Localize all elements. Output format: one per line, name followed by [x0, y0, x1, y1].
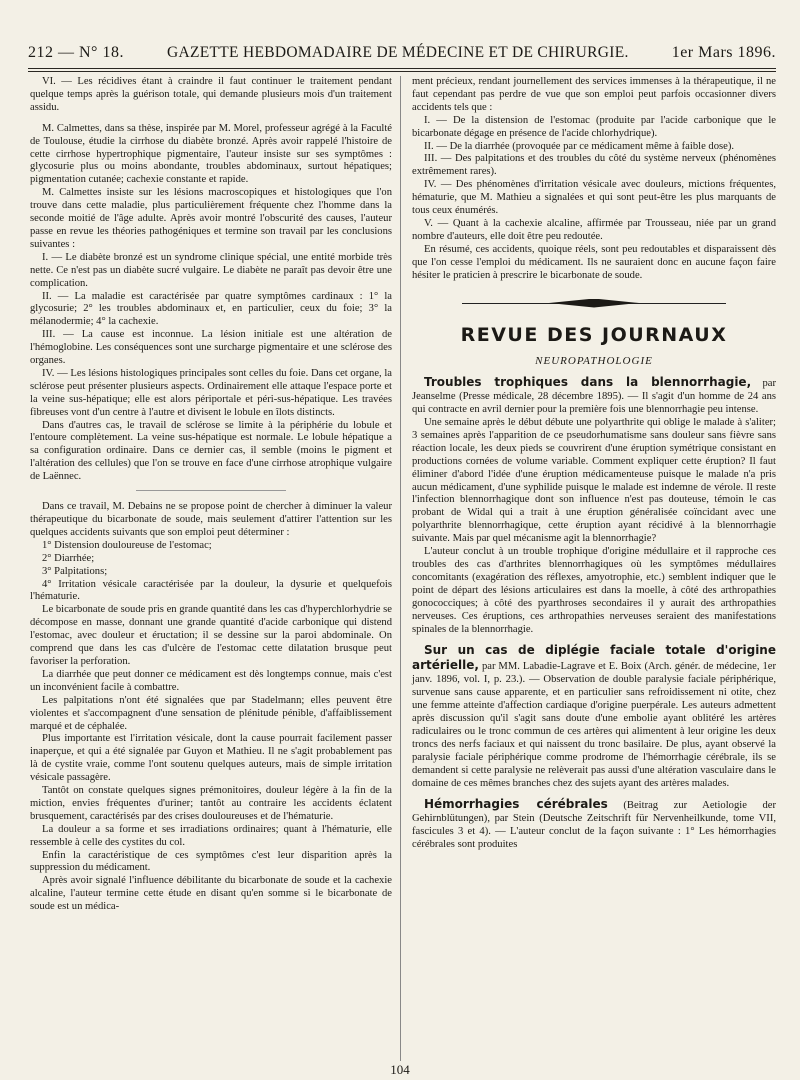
paragraph: I. — Le diabète bronzé est un syndrome clinique spécial, une entité morbide très nette. Ce n'est pas un diabète sucré vulgaire. Le diabète ne paraît pas devoir être une complication.: [30, 251, 392, 289]
section-title: REVUE DES JOURNAUX: [460, 323, 728, 346]
paragraph: La douleur a sa forme et ses irradiations ordinaires; quant à l'hématurie, elle ressemble à celle des cystites du col.: [30, 823, 392, 848]
paragraph: ment précieux, rendant journellement des services immenses à la thérapeutique, il ne faut cependant pas perdre de vue que son emploi peut parfois occasionner divers accidents tels que :: [412, 76, 776, 113]
paragraph: VI. — Les récidives étant à craindre il faut continuer le traitement pendant quelque temps après la guérison totale, qui demande plusieurs mois d'un traitement assidu.: [30, 76, 392, 113]
page-folio: 104: [390, 1062, 410, 1077]
paragraph: III. — Des palpitations et des troubles du côté du système nerveux (phénomènes extrêmement rares).: [412, 153, 776, 178]
paragraph: Dans ce travail, M. Debains ne se propose point de chercher à diminuer la valeur thérapeutique du bicarbonate de soude, mais seulement d'attirer l'attention sur les quelques accidents suivants que son emploi peut déterminer :: [30, 501, 392, 538]
left-column: [30, 76, 392, 914]
paragraph: La diarrhée que peut donner ce médicament est dès longtemps connue, mais c'est un inconvénient facile à combattre.: [30, 668, 392, 693]
article-title: Hémorrhagies cérébrales: [424, 797, 608, 812]
article-title: Troubles trophiques dans la blennorrhagie,: [424, 375, 752, 390]
list-item: 1° Distension douloureuse de l'estomac;: [42, 539, 212, 551]
article-byline: par MM. Labadie-Lagrave et E. Boix (Arch. génér. de médecine, 1er janv. 1896, vol. I, p. 23.). — Observation de double paralysie faciale périphérique, survenue sans cause apparente, et en particulier sans refroidissement ni otite, chez une femme atteinte d'affection cardiaque d'origine puerpérale. Les auteurs admettent après discussion qu'il s'agit sans doute d'une embolie ayant oblitéré les artères radiculaires ou le tronc commun de ces artères qui alimentent à leur origine les deux troncs des nerfs faciaux et qui naissent du tronc basilaire. De plus, ayant observé la paralysie faciale périphérique comme prodrome de l'hémorrhagie cérébrale, ils se demandent si cette paralysie ne relèverait pas aussi d'une altération vasculaire dans le domaine de ces mêmes branches chez des sujets ayant des artères malades.: [412, 661, 776, 789]
list-item: 2° Diarrhée;: [42, 552, 95, 564]
paragraph: M. Calmettes, dans sa thèse, inspirée par M. Morel, professeur agrégé à la Faculté de Toulouse, étudie la cirrhose du diabète bronzé. Après avoir rappelé l'histoire de cette cirrhose hypertrophique pigmentaire, l'auteur insiste sur ses symptômes : glycosurie plus ou moins abondante, troubles abdominaux, surtout hépatiques; pigmentation cutanée; cachexie constante et rapide.: [30, 122, 392, 186]
page-number: 212 — N° 18.: [28, 44, 124, 61]
paragraph: Le bicarbonate de soude pris en grande quantité dans les cas d'hyperchlorhydrie se décompose en masse, donnant une grande quantité d'acide carbonique qui distend l'estomac, avec douleur et éructation; il se dessine sur la paroi abdominale. On comprend que dans les cas d'ulcère de l'estomac cette dilatation brusque peut favoriser la perforation.: [30, 604, 392, 667]
ornament-icon: [549, 299, 639, 308]
paragraph: Dans d'autres cas, le travail de sclérose se limite à la périphérie du lobule et l'entoure complètement. La veine sus-hépatique est normale. Le lobule hépatique a sa configuration ordinaire. Dans ce dernier cas, il semble (moins le pigment et l'altération des cellules) que l'on se trouve en face d'une cirrhose atrophique vulgaire de Laënnec.: [30, 419, 392, 483]
paragraph: Une semaine après le début débute une polyarthrite qui oblige le malade à s'aliter; 3 semaines après l'apparition de ce pseudorhumatisme sans douleur sans fièvre sans réaction locale, les deux pieds se couvrirent d'une éruption symétrique consistant en productions cornées de volume variable. Comment expliquer cette éruption? Il faut éliminer d'abord l'idée d'une éruption médicamenteuse puisque le malade n'a pris aucun médicament, d'une syphilide puisque le malade est indemne de vérole. Il reste l'infection blennorrhagique dont son influence n'est pas douteuse, témoin le cas probant de Widal qui a trait à une éruption généralisée coïncidant avec une polyarthrite blennorrhagique, cette éruption ayant récidivé à la blennorrhagie suivante. Mais par quel mécanisme agit la blennorrhagie?: [412, 417, 776, 545]
paragraph: En résumé, ces accidents, quoique réels, sont peu redoutables et disparaissent dès que l'on cesse l'emploi du médicament. Ils ne sauraient donc en aucune façon faire hésiter le praticien à prescrire le bicarbonate de soude.: [412, 243, 776, 281]
paragraph: V. — Quant à la cachexie alcaline, affirmée par Trousseau, niée par un grand nombre d'auteurs, elle doit être peu redoutée.: [412, 217, 776, 242]
paragraph: I. — De la distension de l'estomac (produite par l'acide carbonique que le bicarbonate dégage en présence de l'acide chlorhydrique).: [412, 114, 776, 139]
paragraph: III. — La cause est inconnue. La lésion initiale est une altération de l'hémoglobine. Les conséquences sont une surcharge pigmentaire et une sclérose des organes.: [30, 329, 392, 367]
header-rule: [28, 68, 776, 69]
article: [412, 644, 776, 790]
paragraph: M. Calmettes insiste sur les lésions macroscopiques et histologiques que l'on trouve dans cette maladie, plus particulièrement fréquente chez l'homme dans la seconde moitié de l'âge adulte. Après avoir montré l'obscurité des causes, l'auteur passe en revue les théories pathogéniques et termine son travail par les conclusions suivantes :: [30, 187, 392, 250]
section-subtitle: NEUROPATHOLOGIE: [535, 355, 653, 368]
article-byline: par Jeanselme (Presse médicale, 28 décembre 1895). — Il s'agit d'un homme de 24 ans qui contracte en avril dernier pour la première fois une blennorrhagie peu intense.: [412, 378, 776, 416]
paragraph: II. — La maladie est caractérisée par quatre symptômes cardinaux : 1° la glycosurie; 2° les troubles abdominaux et, en particulier, ceux du foie; 3° la mélanodermie; 4° la cachexie.: [30, 290, 392, 328]
list-item: 3° Palpitations;: [42, 565, 108, 577]
paragraph: Enfin la caractéristique de ces symptômes c'est leur disparition après la suppression du médicament.: [30, 849, 392, 874]
running-header: [28, 44, 776, 66]
article-byline: (Beitrag zur Aetiologie der Gehirnblütungen), par Stein (Deutsche Zeitschrift für Nervenheilkunde, tome VII, fascicules 3 et 4). — L'auteur conclut de la façon suivante : 1° Les hémorrhagies cérébrales sont produites: [412, 800, 776, 851]
paragraph: L'auteur conclut à un trouble trophique d'origine médullaire et il rapproche ces troubles des cas d'arthrites blennorrhagiques où les symptômes médullaires concomitants (exagération des réflexes, amyotrophie, etc.) semblent indiquer que le point de départ des lésions articulaires est dans la moelle, à côté des arthropathies gonococciques; à côté des pyarthroses secondaires il y aurait des arthropathies nerveuses. Ces éruptions, ces arthropathies nerveuses seraient des manifestations spinales de la blennorrhagie.: [412, 546, 776, 635]
paragraph: IV. — Les lésions histologiques principales sont celles du foie. Dans cet organe, la sclérose peut présenter plusieurs aspects. Ordinairement elle attaque l'espace porte et la veine sus-hépatique; elle est alors périportale et péri-sus-hépatique. Les travées fibreuses vont d'un centre à l'autre et divisent le lobule en îlots distincts.: [30, 367, 392, 418]
paragraph: II. — De la diarrhée (provoquée par ce médicament même à faible dose).: [424, 140, 735, 152]
article: [412, 376, 776, 417]
issue-date: 1er Mars 1896.: [671, 44, 776, 61]
paragraph: IV. — Des phénomènes d'irritation vésicale avec douleurs, mictions fréquentes, hématurie, que M. Mathieu a signalées et qui sont peut-être les plus marquants de tous ceux énumérés.: [412, 179, 776, 217]
header-rule-double: [28, 71, 776, 72]
column-divider: [400, 76, 401, 1061]
paragraph: Après avoir signalé l'influence débilitante du bicarbonate de soude et la cachexie alcaline, l'auteur termine cette étude en disant qu'en somme si le bicarbonate de soude est un médica-: [30, 875, 392, 913]
paragraph: Tantôt on constate quelques signes prémonitoires, douleur légère à la fin de la miction, envies fréquentes d'uriner; tantôt au contraire les accidents éclatent brusquement, caractérisés par des crises douloureuses et de l'hématurie.: [30, 785, 392, 822]
ornamental-divider: [412, 297, 776, 311]
section-separator: [136, 490, 286, 491]
paragraph: Plus importante est l'irritation vésicale, dont la cause pourrait facilement passer inaperçue, et qui a été signalée par Guyon et Mathieu. Il ne s'agit probablement pas là de cystite vraie, comme l'ont soutenu quelques auteurs, mais de simple irritation vésicale passagère.: [30, 733, 392, 784]
list-item: 4° Irritation vésicale caractérisée par la douleur, la dysurie et quelquefois l'hématurie.: [30, 578, 392, 603]
journal-title: GAZETTE HEBDOMADAIRE DE MÉDECINE ET DE CHIRURGIE.: [166, 44, 629, 61]
article-title: Sur un cas de diplégie faciale totale d'origine artérielle,: [412, 643, 776, 673]
right-column: [412, 76, 776, 852]
article: [412, 798, 776, 852]
paragraph: Les palpitations n'ont été signalées que par Stadelmann; elles peuvent être violentes et s'accompagnent d'une sensation de plénitude pénible, d'affaiblissement marqué et de céphalée.: [30, 694, 392, 732]
